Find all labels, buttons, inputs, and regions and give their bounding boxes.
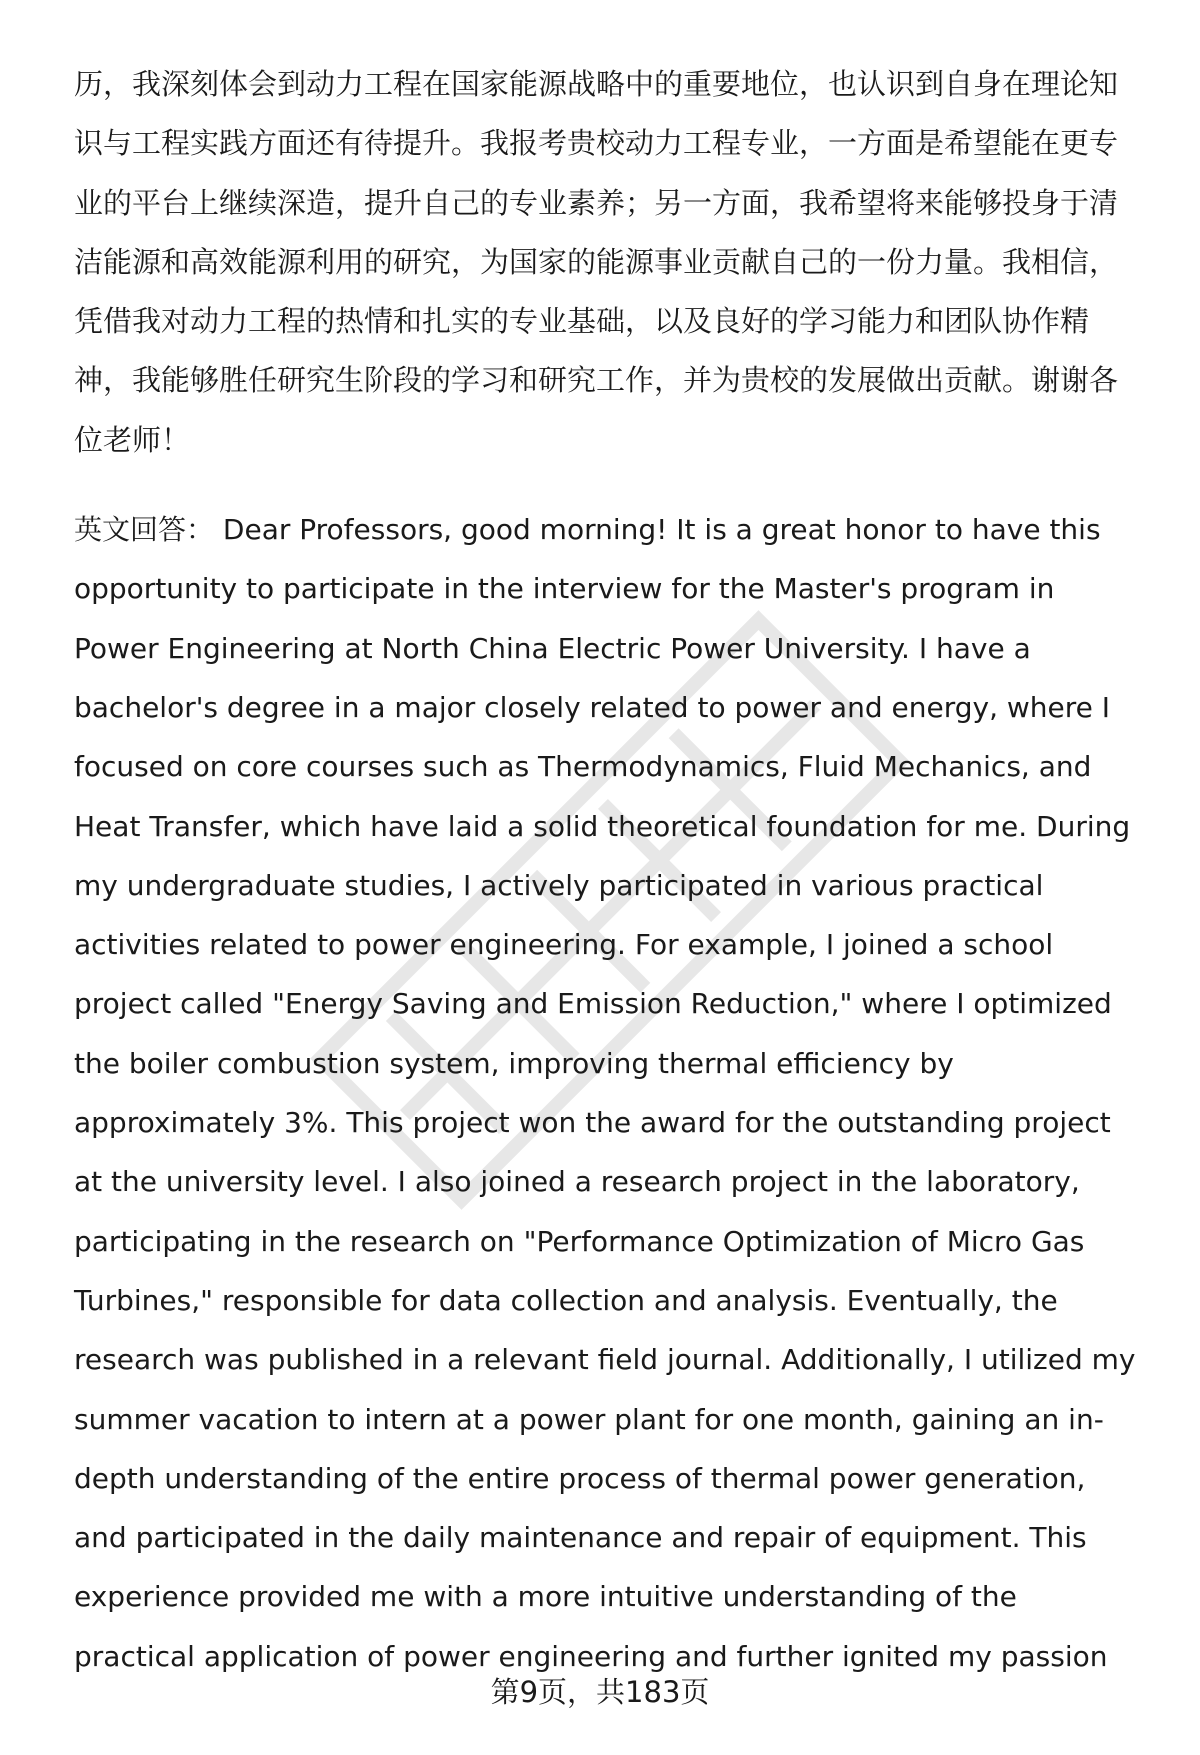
text-line: approximately 3%. This project won the award for the outstanding project [74,1106,1111,1140]
text-line: practical application of power engineering and further ignited my passion [74,1639,1108,1673]
text-line: and participated in the daily maintenance and repair of equipment. This [74,1521,1087,1555]
text-line: Turbines," responsible for data collection and analysis. Eventually, the [74,1283,1058,1317]
text-line: 历，我深刻体会到动力工程在国家能源战略中的重要地位，也认识到自身在理论知 [74,67,1119,101]
page-number: 第9页，共183页 [490,1675,710,1709]
text-line: 神，我能够胜任研究生阶段的学习和研究工作，并为贵校的发展做出贡献。谢谢各 [74,363,1119,398]
text-line: opportunity to participate in the interview for the Master's program in [74,572,1055,606]
text-line: project called "Energy Saving and Emission Reduction," where I optimized [74,987,1112,1021]
text-line: 业的平台上继续深造，提升自己的专业素养；另一方面，我希望将来能够投身于清 [74,185,1119,220]
text-line: activities related to power engineering. For example, I joined a school [74,928,1054,962]
text-line: 洁能源和高效能源利用的研究，为国家的能源事业贡献自己的一份力量。我相信， [74,244,1119,279]
text-line: 凭借我对动力工程的热情和扎实的专业基础，以及良好的学习能力和团队协作精 [74,304,1090,339]
text-line: depth understanding of the entire process of thermal power generation, [74,1461,1086,1495]
text-line: my undergraduate studies, I actively participated in various practical [74,868,1044,902]
text-line: summer vacation to intern at a power plant for one month, gaining an in- [74,1402,1104,1436]
text-line: Heat Transfer, which have laid a solid theoretical foundation for me. During [74,809,1131,843]
text-line: at the university level. I also joined a research project in the laboratory, [74,1165,1080,1199]
chinese-paragraph [74,55,1154,470]
text-line: research was published in a relevant field journal. Additionally, I utilized my [74,1343,1136,1377]
english-paragraph [74,500,1154,1686]
text-line: focused on core courses such as Thermodynamics, Fluid Mechanics, and [74,750,1092,784]
text-line: 识与工程实践方面还有待提升。我报考贵校动力工程专业，一方面是希望能在更专 [74,126,1119,161]
paragraph-spacer [74,470,1154,500]
text-line: 位老师！ [74,422,191,457]
text-line: participating in the research on "Performance Optimization of Micro Gas [74,1224,1085,1258]
text-line: Power Engineering at North China Electric Power University. I have a [74,631,1031,665]
text-line: experience provided me with a more intuitive understanding of the [74,1580,1017,1614]
document-body [74,55,1154,1686]
text-line: 英文回答： Dear Professors, good morning! It is a great honor to have this [74,513,1101,547]
text-line: the boiler combustion system, improving thermal efficiency by [74,1046,954,1080]
text-line: bachelor's degree in a major closely related to power and energy, where I [74,690,1111,724]
